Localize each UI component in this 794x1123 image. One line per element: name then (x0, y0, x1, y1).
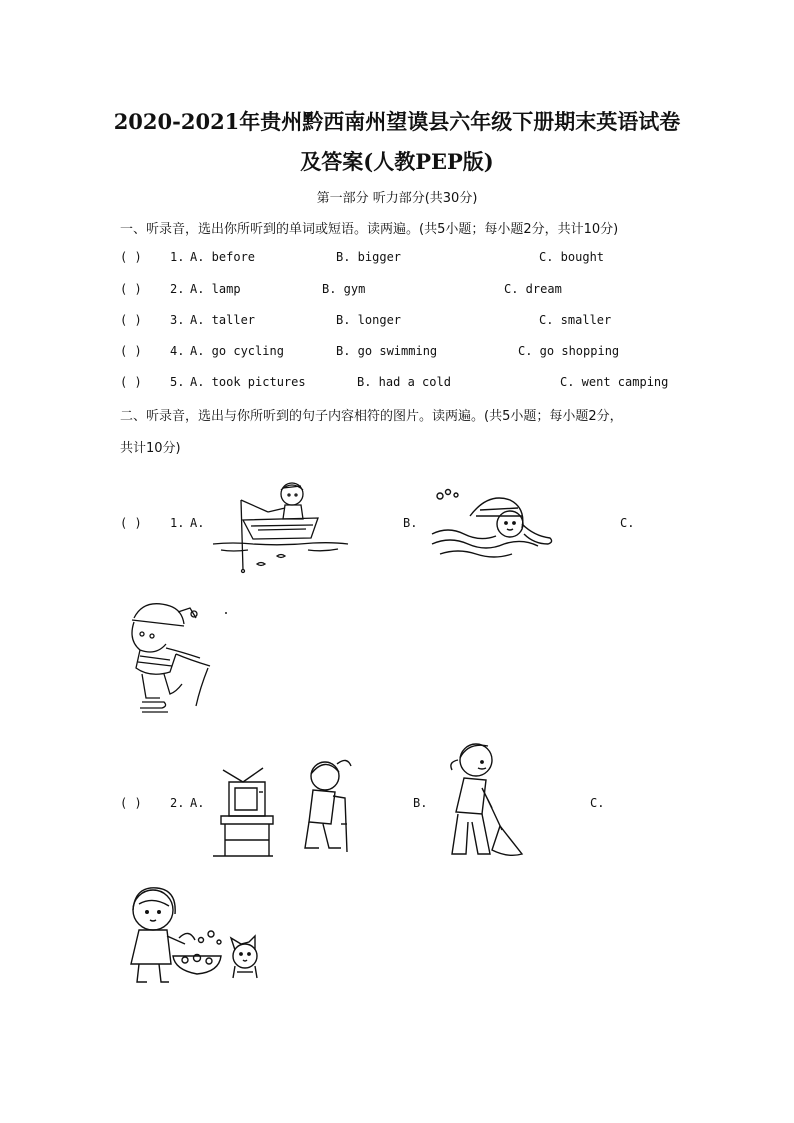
question-number: 5. (170, 375, 185, 389)
question-number: 3. (170, 313, 185, 327)
doc-title-line1: 2020-2021年贵州黔西南州望谟县六年级下册期末英语试卷 (113, 109, 681, 134)
option-c-label: C. (620, 516, 635, 530)
option-a: A. took pictures (190, 375, 306, 389)
question-number: 2. (170, 796, 185, 810)
part1-heading: 第一部分 听力部分(共30分) (316, 191, 478, 206)
option-a-label: A. (190, 796, 205, 810)
question-number: 1. (170, 516, 185, 530)
section2-instruction-line2: 共计10分) (120, 441, 181, 456)
answer-blank[interactable]: ( ) (120, 250, 142, 264)
option-a: A. go cycling (190, 344, 284, 358)
option-c: C. bought (539, 250, 605, 264)
answer-blank[interactable]: ( ) (120, 796, 142, 810)
option-a: A. lamp (190, 282, 241, 296)
answer-blank[interactable]: ( ) (120, 516, 142, 530)
sweeping-floor-picture[interactable] (438, 738, 522, 862)
answer-blank[interactable]: ( ) (120, 282, 142, 296)
answer-blank[interactable]: ( ) (120, 375, 142, 389)
answer-blank[interactable]: ( ) (120, 344, 142, 358)
option-b: B. longer (336, 313, 402, 327)
section1-instruction: 一、听录音，选出你所听到的单词或短语。读两遍。(共5小题；每小题2分，共计10分) (120, 222, 619, 237)
option-a: A. taller (190, 313, 256, 327)
answer-blank[interactable]: ( ) (120, 313, 142, 327)
option-c: C. dream (504, 282, 562, 296)
doc-title-line2: 及答案(人教PEP版) (300, 149, 494, 174)
option-c: C. smaller (539, 313, 612, 327)
ice-skating-picture[interactable] (120, 598, 220, 720)
option-b: B. had a cold (357, 375, 451, 389)
option-a: A. before (190, 250, 256, 264)
option-a-label: A. (190, 516, 205, 530)
option-c: C. went camping (560, 375, 669, 389)
option-b: B. gym (322, 282, 366, 296)
fishing-boat-picture[interactable] (213, 478, 348, 578)
question-number: 1. (170, 250, 185, 264)
section2-instruction-line1: 二、听录音，选出与你所听到的句子内容相符的图片。读两遍。(共5小题；每小题2分， (120, 409, 623, 424)
stray-dot (225, 612, 227, 614)
swimming-picture[interactable] (430, 486, 558, 564)
option-b: B. go swimming (336, 344, 438, 358)
option-b-label: B. (413, 796, 428, 810)
option-b: B. bigger (336, 250, 402, 264)
option-c-label: C. (590, 796, 605, 810)
option-b-label: B. (403, 516, 418, 530)
option-c: C. go shopping (518, 344, 620, 358)
washing-dog-picture[interactable] (125, 884, 271, 988)
watching-tv-picture[interactable] (213, 752, 355, 858)
question-number: 4. (170, 344, 185, 358)
question-number: 2. (170, 282, 185, 296)
